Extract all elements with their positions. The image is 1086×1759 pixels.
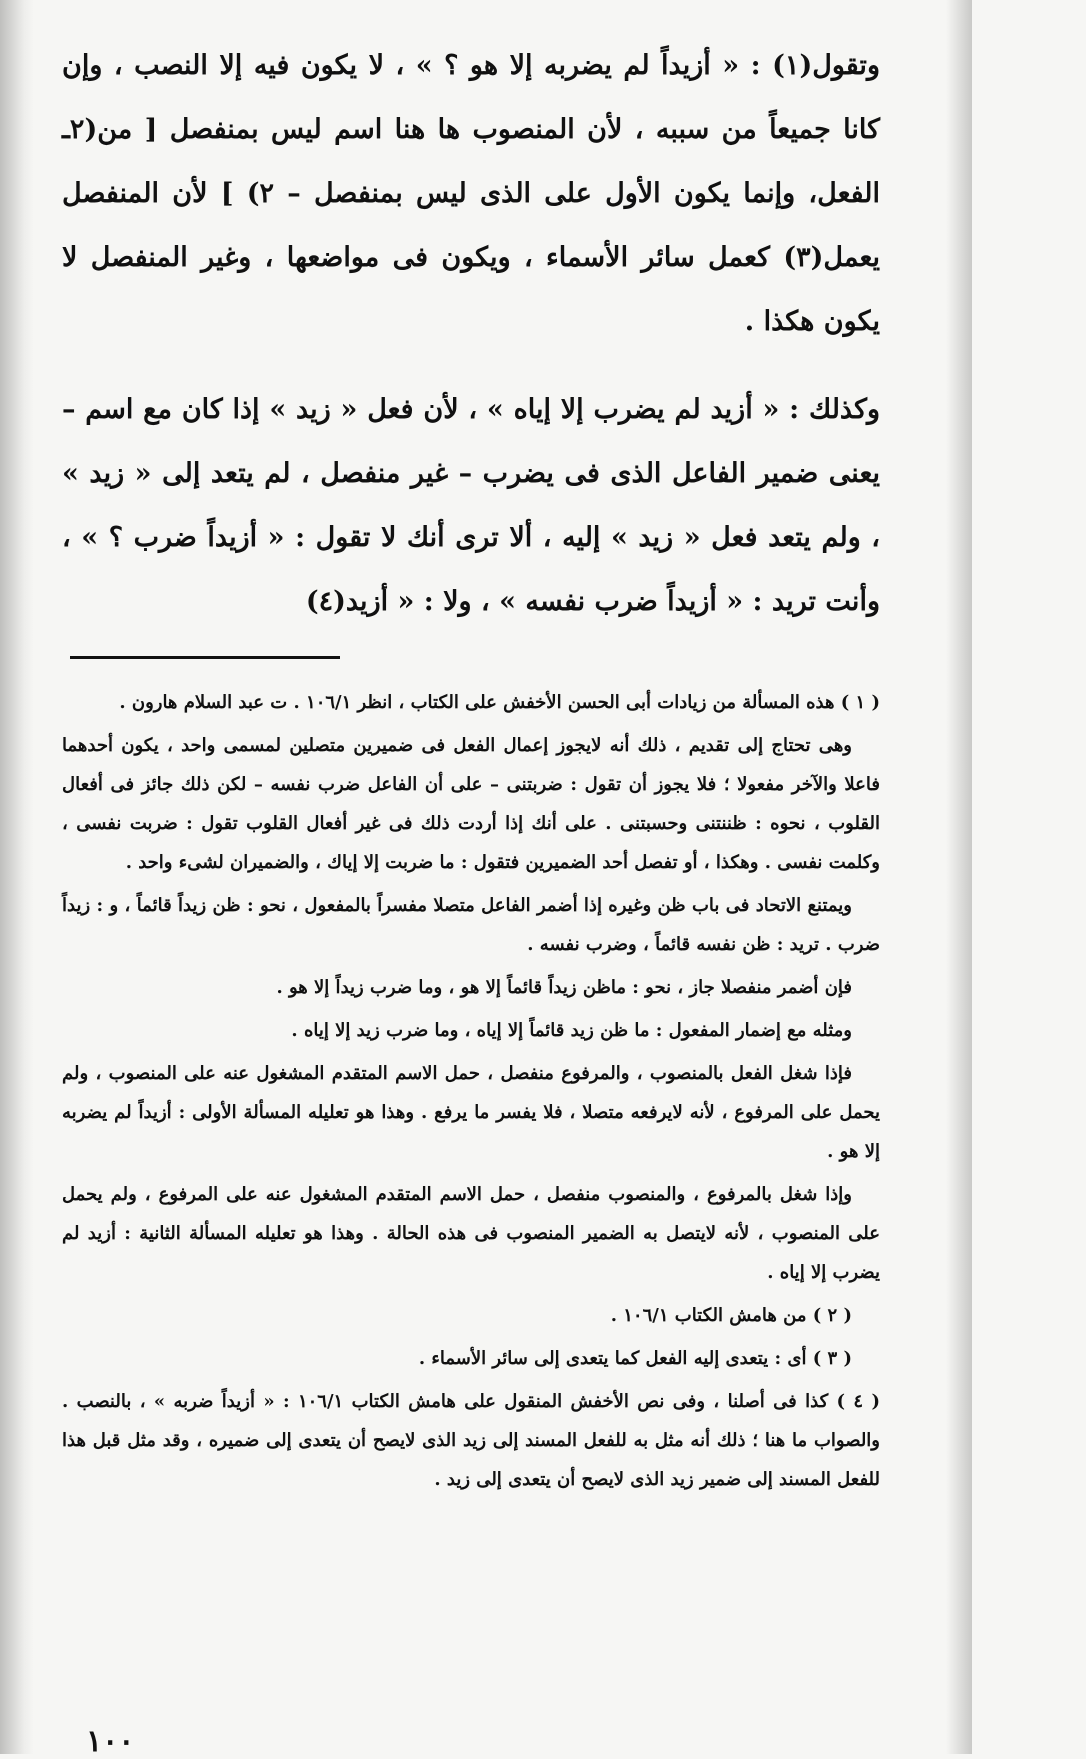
main-paragraph-1: وتقول(١) : « أزيداً لم يضربه إلا هو ؟ » ، لا يكون فيه إلا النصب ، وإن كانا جميعاً من سببه ، لأن المنصوب ها هنا اسم ليس بمنفصل [ من(٢ـ الفعل، وإنما يكون الأول على الذى ليس بمنفصل – ٢) ] لأن المنفصل يعمل(٣) كعمل سائر الأسماء ، ويكون فى مواضعها ، وغير المنفصل لا يكون هكذا . [62, 50, 880, 337]
footnote-2: ( ٢ ) من هامش الكتاب ١٠٦/١ . [610, 1305, 852, 1326]
book-page [62, 34, 880, 1759]
footnote-1-note-c: فإن أضمر منفصلا جاز ، نحو : ماظن زيداً قائماً إلا هو ، وما ضرب زيداً إلا هو . [276, 977, 852, 998]
footnote-1-note-e: فإذا شغل الفعل بالمنصوب ، والمرفوع منفصل ، حمل الاسم المتقدم المشغول عنه على المنصوب ، ولم يحمل على المرفوع ، لأنه لايرفعه متصلا ، فلا يفسر ما يرفع . وهذا هو تعليله المسألة الأولى : أزيداً لم يضربه إلا هو . [62, 1063, 880, 1162]
footnote-separator [70, 656, 340, 659]
page-number: ١٠٠ [86, 1724, 135, 1759]
scan-margin-shadow-right [946, 0, 972, 1754]
footnote-separator-wrap [62, 656, 880, 659]
footnote-1: ( ١ ) هذه المسألة من زيادات أبى الحسن الأخفش على الكتاب ، انظر ١٠٦/١ . ت عبد السلام هارون . [119, 692, 880, 713]
main-paragraph-2: وكذلك : « أزيد لم يضرب إلا إياه » ، لأن فعل « زيد » إذا كان مع اسم – يعنى ضمير الفاعل الذى فى يضرب – غير منفصل ، لم يتعد إلى « زيد » ، ولم يتعد فعل « زيد » إليه ، ألا ترى أنك لا تقول : « أزيداً ضرب ؟ » ، وأنت تريد : « أزيداً ضرب نفسه » ، ولا : « أزيد(٤) [62, 394, 880, 617]
footnote-4: ( ٤ ) كذا فى أصلنا ، وفى نص الأخفش المنقول على هامش الكتاب ١٠٦/١ : « أزيداً ضربه » ، بالنصب . والصواب ما هنا ؛ ذلك أنه مثل به للفعل المسند إلى زيد الذى لايصح أن يتعدى إلى ضميره ، وقد مثل قبل هذا للفعل المسند إلى ضمير زيد الذى لايصح أن يتعدى إلى زيد . [62, 1391, 880, 1490]
footnote-3: ( ٣ ) أى : يتعدى إليه الفعل كما يتعدى إلى سائر الأسماء . [418, 1348, 852, 1369]
footnote-1-note-f: وإذا شغل بالمرفوع ، والمنصوب منفصل ، حمل الاسم المتقدم المشغول عنه على المرفوع ، ولم يحمل على المنصوب ، لأنه لايتصل به الضمير المنصوب فى هذه الحالة . وهذا هو تعليله المسألة الثانية : أزيد لم يضرب إلا إياه . [62, 1184, 880, 1283]
scan-margin-shadow [0, 0, 34, 1754]
footnote-1-note-b: ويمتنع الاتحاد فى باب ظن وغيره إذا أضمر الفاعل متصلا مفسراً بالمفعول ، نحو : ظن زيداً قائماً ، و : زيداً ضرب . تريد : ظن نفسه قائماً ، وضرب نفسه . [62, 895, 880, 955]
footnotes [62, 683, 880, 1499]
footnote-1-note-a: وهى تحتاج إلى تقديم ، ذلك أنه لايجوز إعمال الفعل فى ضميرين متصلين لمسمى واحد ، يكون أحدهما فاعلا والآخر مفعولا ؛ فلا يجوز أن تقول : ضربتنى – على أن الفاعل ضرب نفسه – لكن ذلك جائز فى أفعال القلوب ، نحوه : ظننتنى وحسبتنى . على أنك إذا أردت ذلك فى غير أفعال القلوب تقول : ضربت نفسى ، وكلمت نفسى . وهكذا ، أو تفصل أحد الضميرين فتقول : ما ضربت إلا إياك ، والضميران لشىء واحد . [62, 735, 880, 873]
footnote-1-note-d: ومثله مع إضمار المفعول : ما ظن زيد قائماً إلا إياه ، وما ضرب زيد إلا إياه . [291, 1020, 852, 1041]
